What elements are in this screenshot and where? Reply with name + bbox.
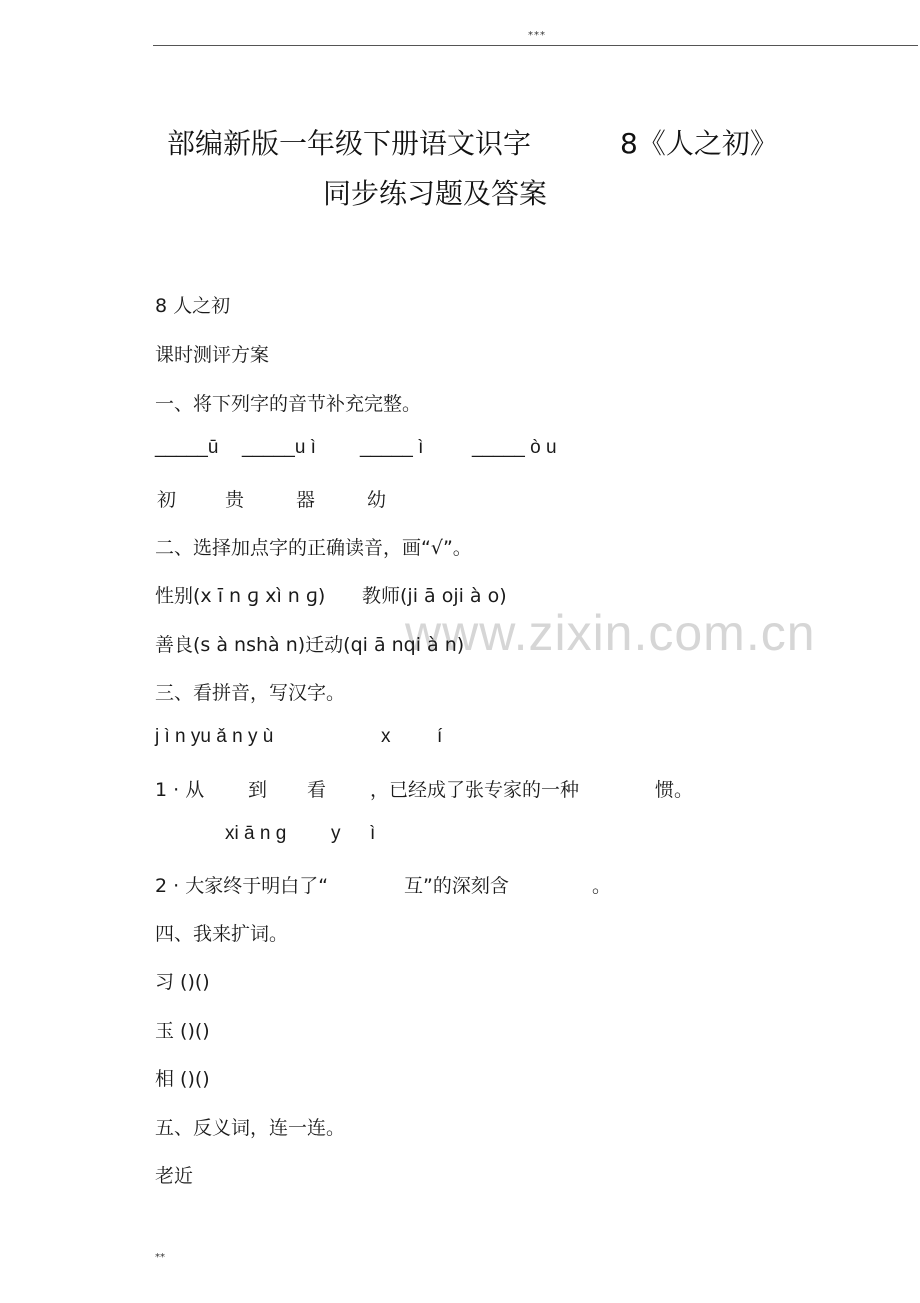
q1-char: 初 [157, 489, 177, 511]
q2-line1-a: 性别(x ī n ɡ xì n ɡ) [155, 585, 326, 607]
q1-char: 幼 [367, 489, 387, 511]
q3-item1-text: 1 · 从 [155, 779, 205, 801]
q1-syllable: _____u ì [242, 437, 316, 458]
title-line1-lesson: 8《人之初》 [620, 127, 778, 160]
q3-item2-text: 。 [592, 875, 612, 897]
q3-item1-text: ，已经成了张专家的一种 [370, 779, 580, 801]
q3-item2-text: 互”的深刻含 [404, 875, 509, 897]
q4-item: 相 ()() [155, 1068, 210, 1090]
title-line2: 同步练习题及答案 [323, 177, 548, 210]
q3-heading: 三、看拼音，写汉字。 [155, 682, 346, 704]
q1-char: 器 [296, 489, 316, 511]
q4-item: 习 ()() [155, 971, 210, 993]
q3-pinyin: j ì n yu ǎ n y ù [155, 726, 274, 747]
q3-item1-text: 惯。 [655, 779, 694, 801]
q1-heading: 一、将下列字的音节补充完整。 [155, 393, 422, 415]
q3-pinyin: x [381, 726, 391, 747]
q5-item: 老近 [155, 1165, 194, 1187]
q1-syllable: _____ ì [360, 437, 424, 458]
q1-char: 贵 [225, 489, 245, 511]
q1-syllable: _____ ò u [472, 437, 557, 458]
q3-pinyin: ì [370, 823, 376, 844]
q5-heading: 五、反义词，连一连。 [155, 1117, 346, 1139]
q3-pinyin: í [437, 726, 443, 747]
q4-item: 玉 ()() [155, 1020, 210, 1042]
q3-item1-text: 看 [307, 779, 327, 801]
q3-pinyin: xi ā n ɡ [225, 823, 287, 844]
title-line1: 部编新版一年级下册语文识字 [167, 127, 532, 160]
q3-item1-text: 到 [248, 779, 268, 801]
header-marks: *** [528, 30, 546, 41]
q1-syllable: _____ū [155, 437, 219, 458]
q3-item2-text: 2 · 大家终于明白了“ [155, 875, 329, 897]
q2-heading: 二、选择加点字的正确读音，画“√”。 [155, 537, 472, 559]
footer-marks: ** [155, 1252, 165, 1263]
q3-pinyin: y [331, 823, 341, 844]
header-rule [153, 45, 918, 46]
subtitle: 课时测评方案 [155, 344, 270, 366]
q4-heading: 四、我来扩词。 [155, 923, 289, 945]
q2-line2: 善良(s à nshà n)迁动(qi ā nqi à n) [155, 634, 465, 656]
q2-line1-b: 教师(ji ā oji à o) [362, 585, 507, 607]
lesson-title: 8 人之初 [155, 295, 231, 317]
watermark: www.zixin.com.cn [405, 605, 816, 661]
